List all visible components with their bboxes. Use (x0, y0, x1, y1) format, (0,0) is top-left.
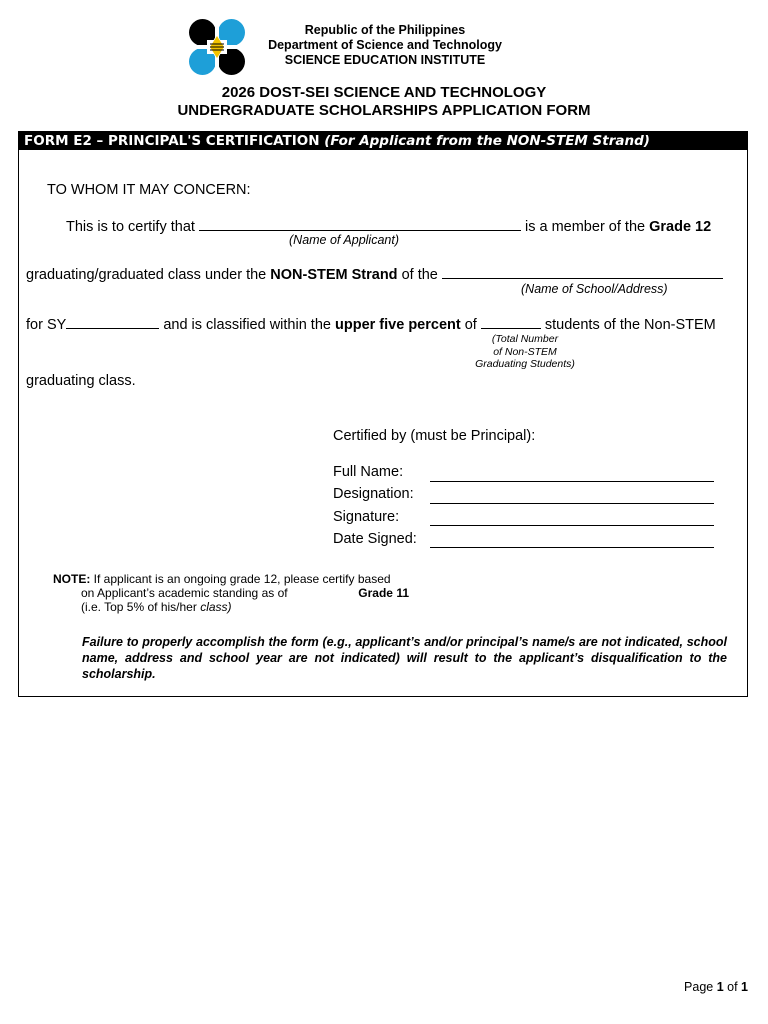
salutation: TO WHOM IT MAY CONCERN: (47, 182, 251, 198)
banner-main: FORM E2 – PRINCIPAL'S CERTIFICATION (24, 133, 320, 149)
date-signed-field[interactable] (430, 547, 714, 548)
full-name-label: Full Name: (333, 464, 404, 480)
school-year-field[interactable] (66, 314, 159, 329)
dost-logo-circles (189, 19, 245, 75)
signature-label: Signature: (333, 509, 400, 525)
graduating-class-text: graduating class. (26, 373, 136, 389)
date-signed-label: Date Signed: (333, 531, 417, 547)
banner-sub: (For Applicant from the NON-STEM Strand) (324, 133, 650, 149)
applicant-name-caption: (Name of Applicant) (289, 233, 399, 247)
total-students-caption: (Total Number of Non-STEM Graduating Students) (475, 333, 575, 370)
school-address-caption: (Name of School/Address) (521, 282, 668, 296)
header-institute: SCIENCE EDUCATION INSTITUTE (284, 53, 486, 67)
form-title-line2: UNDERGRADUATE SCHOLARSHIPS APPLICATION FORM (177, 102, 591, 119)
total-students-field[interactable] (481, 314, 541, 329)
certified-by-label: Certified by (must be Principal): (333, 428, 536, 444)
header-department: Department of Science and Technology (268, 38, 502, 52)
header-republic: Republic of the Philippines (304, 23, 466, 37)
note-block: NOTE: If applicant is an ongoing grade 12, please certify based on Applicant’s academic standing as of Grade 11 (i.e. Top 5% of his/her class) (53, 572, 409, 614)
full-name-field[interactable] (430, 481, 714, 482)
signature-field[interactable] (430, 525, 714, 526)
school-address-field[interactable] (442, 264, 723, 279)
strand-line: graduating/graduated class under the NON-STEM Strand of the (26, 264, 723, 284)
designation-field[interactable] (430, 503, 714, 504)
designation-label: Designation: (333, 486, 414, 502)
disqualification-warning: Failure to properly accomplish the form (e.g., applicant’s and/or principal’s name/s are not indicated, school name, address and school year are not indicated) will result to the applicant’s disqualification to the scholarship. (82, 635, 727, 681)
note-label: NOTE: (53, 572, 91, 586)
dost-logo (188, 18, 246, 76)
page-number: Page 1 of 1 (684, 980, 748, 994)
form-banner (19, 132, 748, 150)
ranking-line: for SY and is classified within the upper five percent of students of the Non-STEM (26, 314, 716, 334)
form-title-line1: 2026 DOST-SEI SCIENCE AND TECHNOLOGY (221, 84, 547, 101)
applicant-name-field[interactable] (199, 216, 521, 231)
certify-line: This is to certify that is a member of the Grade 12 (66, 216, 711, 236)
